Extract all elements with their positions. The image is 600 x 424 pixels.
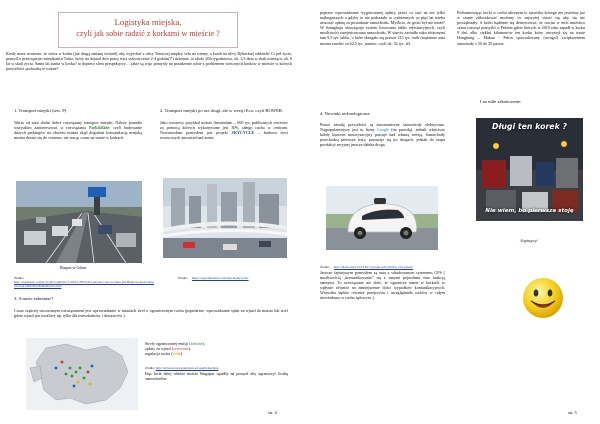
google-car-image	[326, 186, 438, 250]
article-title	[58, 12, 238, 48]
section-1-text: Warto od razu dodać dobre rozwiązany transport miejski. Należy ponadto wszystkim zainteresować w rozwiązania Park&Ride: czyli budowanie dużych parkingów na obrzeżu miasta skąd dogodnie komunikacją miejską można dostać się do centrum, nie tracąc czasu na stanie w korkach.	[14, 119, 142, 140]
bus-lane-photo	[16, 181, 142, 263]
smiley-face-icon	[520, 275, 566, 321]
section-3-heading: 3. A może zabraniać?	[14, 296, 54, 301]
source-3-label: Źródło:	[320, 265, 330, 269]
section-3-text: Coraz częściej stosowanym rozwiązaniem jest wprowadzanie w miastach stref o ograniczonym ruchu (popularnie, wprowadzanie opłat za wjazd do miasta lub stref gdzie wjazd jest możliwy np. tylko dla mieszkańców i dostawców ).	[14, 307, 288, 318]
title-line-2: czyli jak sobie radzić z korkami w mieście ?	[76, 29, 220, 38]
section-2-heading: 2. Transport miejski po raz drugi, ale w wersji Eco, czyli ROWER.	[160, 108, 284, 113]
meme-bottom-text: Nie wiem, bo pierwsza stoję	[485, 208, 574, 214]
source-1-label: Źródło:	[14, 276, 24, 280]
meme-image	[476, 118, 583, 221]
title-line-1: Logistyka miejska,	[114, 17, 182, 27]
section-4-heading: 4. Nowinki technologiczne	[320, 111, 370, 116]
source-4	[145, 366, 288, 370]
skycycle-label: SKYCYCLE	[231, 129, 255, 135]
section-2	[160, 108, 288, 140]
section-1	[14, 108, 142, 140]
source-1-link[interactable]: http://trojmiasto.wyborcza.pl/trojmiasto/1,35612,20052451,gdynia-z-ktora-rzeka-jak-Biuprzez-korki-ekspresowej.html?disableRedirects=true	[14, 280, 154, 288]
park-ride-label: Park&Ride	[88, 124, 110, 130]
page-number-4: str. 4	[268, 410, 277, 415]
intro-paragraph: Kiedy masz wrażenie, że stoisz w korku (już drugą zmianę świateł), aby wyjechać z ulicy Tatarczej między celu na wiemy, a korek na ulicy Rybackiej oddzielić Ci pół życia, pomyśl o przeciętnym mieszkańcu Tokio, który na dojazd do/z pracy traci statystycznie 2-4 godzin(!!) dziennie, to około 20h tygodniowo, ok. 3,5 dnia w skali miesiąca, ok. 6 lat w skali życia. Samo lat stania w korku? to dopiero sfera perspektywy… jakie są więc pomysły na poradzenie sobie z problemem wiecznych korków w mieście w których przyszłości pochodzą te ważne?	[6, 51, 292, 72]
singapore-text: Idąc krok dalej władze miasta Singapur wpadły na pomysł aby ograniczyć liczbę samochodów	[145, 371, 288, 382]
source-2-link[interactable]: https://tuptomtrzenie.com/skycle/skycycle/	[191, 276, 249, 280]
page-5	[300, 0, 600, 424]
section-4	[320, 111, 445, 147]
zone-yellow-label: żółte	[172, 351, 181, 357]
section-2-text: Jako wzorowy przykład miasto Amsterdam – 600 tys. publicznych rowerów za pomocą których wykonywane jest 30% całego ruchu w centrum. Nowatorskim pomysłem jest projekt SKYCYCLE – budowa sieci rowerowych autostrad nad ziemi	[160, 119, 288, 140]
meme-top-text: Długi ten korek ?	[491, 122, 567, 131]
source-1	[14, 276, 154, 288]
zone-yellow-line: regulacja ruchu (żółte).	[145, 351, 184, 357]
traffic-meme	[476, 118, 583, 221]
section-3	[14, 296, 288, 318]
source-3-link[interactable]: http://diana.tomi/132/TM-7/google-self-driving-cars-patent/	[333, 265, 414, 269]
section-4-text: Ponoć zasadą przyszłości są autonomiczne samochody elektryczne. Najpopularniejszy jest tu firmy Google (na prawdę), jednak właściwie każdy koncern motoryzacyjny pracuje nad własną wersją. Samochody przechodzą pierwsze testy, pozostaje się po drogach, jednak do etapu produkcji seryjnej jeszcze daleka droga.	[320, 121, 445, 147]
meme-intro: I na miłe zakończenie:	[480, 99, 522, 104]
source-2-label: Źródło:	[178, 276, 188, 280]
section-1-heading: 1. Transport miejski (tzw. P)	[14, 108, 67, 113]
bus-lane-image	[16, 181, 142, 263]
source-4-label: Źródło:	[145, 366, 155, 371]
zone-green-label: zielone	[190, 341, 203, 346]
google-logo-text: Google	[376, 126, 390, 132]
europe-map-image	[26, 338, 138, 410]
source-2	[178, 266, 249, 284]
source-4-link[interactable]: http://urbanaccessregulations.eu/userhome/map	[155, 366, 219, 371]
skycycle-image	[163, 178, 287, 258]
photo-1-caption: Buspas w Gdyni	[60, 265, 87, 270]
gps-paragraph: Jeszcze fajniejszym pomysłem są auta z wbudowanym systemem GPS ( możliwością „komunikowania” się z innymi pojazdami oraz funkcją sannymi. To rozwiązanie nie dość, że ogranicza stanie w korkach to wpłynie również na zmniejszenie ilości wypadków komunikacyjnych. Wszystko będzie również przejrzysta i uwzględniało ruchów w całym niewiadomo w ruchu lądowym ;)	[320, 270, 445, 301]
zone-green-line: Strefy ograniczonej emisji (zielone),	[145, 341, 205, 346]
page-number-5: str. 5	[568, 410, 577, 415]
google-car-photo	[326, 186, 438, 250]
zones-legend	[145, 341, 288, 381]
zone-red-line: opłaty za wjazd (czerwone),	[145, 346, 192, 352]
page5-column-2-text: Podsumowując korki w ruchu ulicznym to zjawisko którego nie jesteśmy już w stanie zlikwidować możemy co najwyżej starać się aby się nie powiększały. A korki bądźmie się denerwować, że tracisz w nich mnóstwo czasu rozwiąż pomyślić o Pekinie gdzie których w 2010 roku zapadł w korku 9 dni, albo ciekłaś kilometrów ten korku który utworzył się na trasie Hongkong – Makau - Pekin spowodowany (uwaga!) zwiększeniem autostrady z 50 do 20 pasów.	[457, 10, 585, 46]
meme-caption: /logistycy/	[520, 238, 538, 243]
skycycle-photo	[163, 178, 287, 258]
zone-red-label: czerwone	[173, 346, 189, 352]
page5-column-1-text: poprzez wprowadzanie wygórowanej opłaty, przez co stać na nie tylko najbogatszych a gdyby to nie podrażało to codziennych co pięć lat trzeba uiszczać opłatę za posiadanie samochodu. Myślicie, że grozi był nie może? W Szanghaju obowiązuje system losowania tablic rejestracyjnych, czyli możliwości zarejestrowania samochodu. W starciu zasiadło ruku złożonymi tam 9,5 tys. tablic, o które ubiegało się prawie 215 tys. osób (najtańsze auta można zarobić za 62,5 tys. juanów, czyli ok. 32 tys. zł).	[320, 10, 445, 46]
europe-zones-map	[26, 338, 138, 410]
